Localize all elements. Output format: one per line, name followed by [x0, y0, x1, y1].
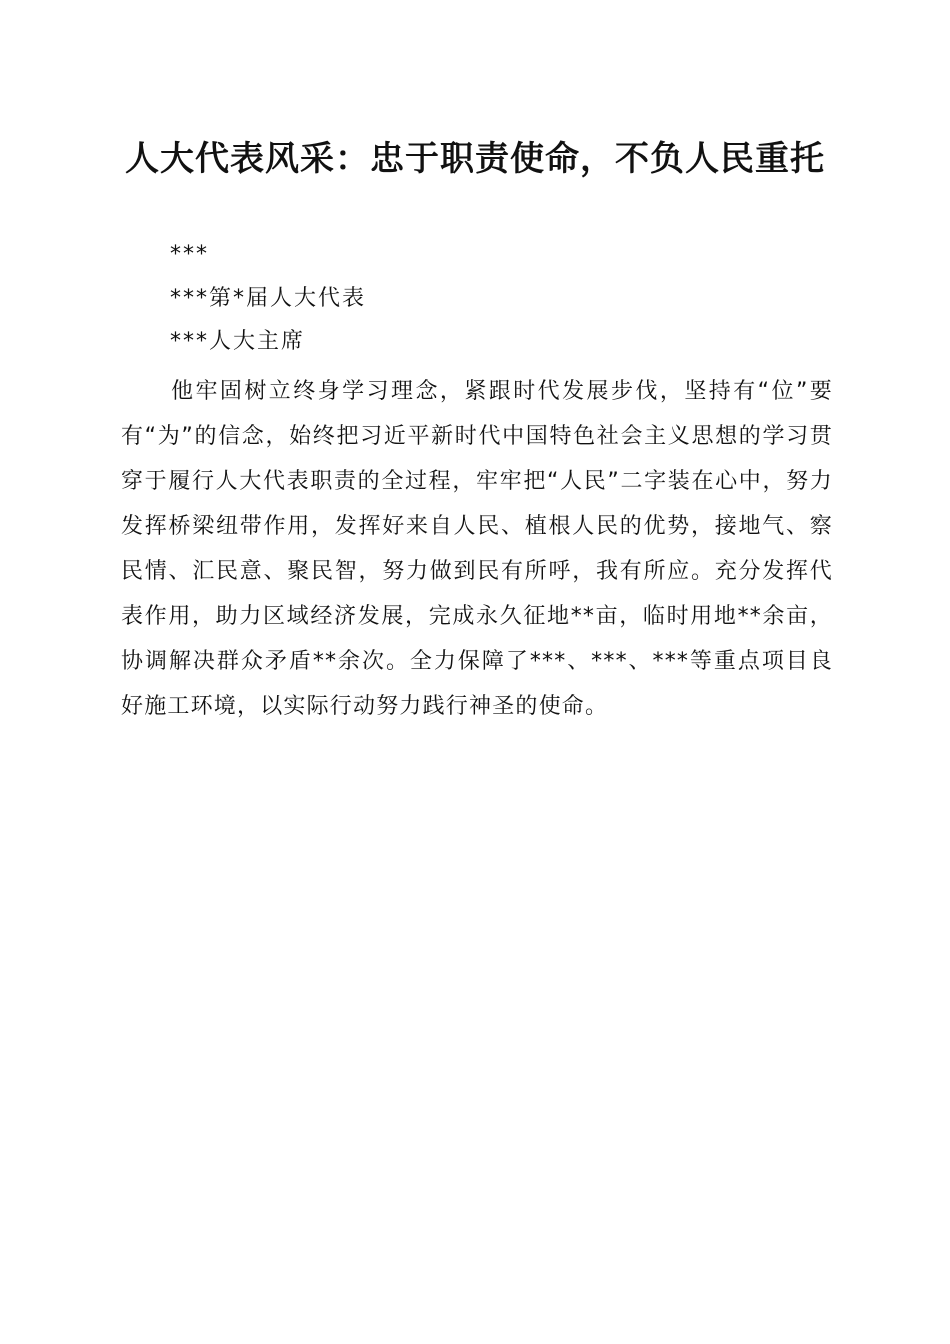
document-title: 人大代表风采：忠于职责使命，不负人民重托: [125, 139, 825, 179]
body-paragraph: 他牢固树立终身学习理念，紧跟时代发展步伐，坚持有“位”要有“为”的信念，始终把习近平新时代中国特色社会主义思想的学习贯穿于履行人大代表职责的全过程，牢牢把“人民”二字装在心中，努力发挥桥梁纽带作用，发挥好来自人民、植根人民的优势，接地气、察民情、汇民意、聚民智，努力做到民有所呼，我有所应。充分发挥代表作用，助力区域经济发展，完成永久征地**亩，临时用地**余亩，协调解决群众矛盾**余次。全力保障了***、***、***等重点项目良好施工环境，以实际行动努力践行神圣的使命。: [121, 379, 833, 719]
author-name: ***: [170, 242, 209, 267]
author-position: ***人大主席: [170, 329, 306, 354]
representative-term: ***第*届人大代表: [170, 286, 367, 311]
